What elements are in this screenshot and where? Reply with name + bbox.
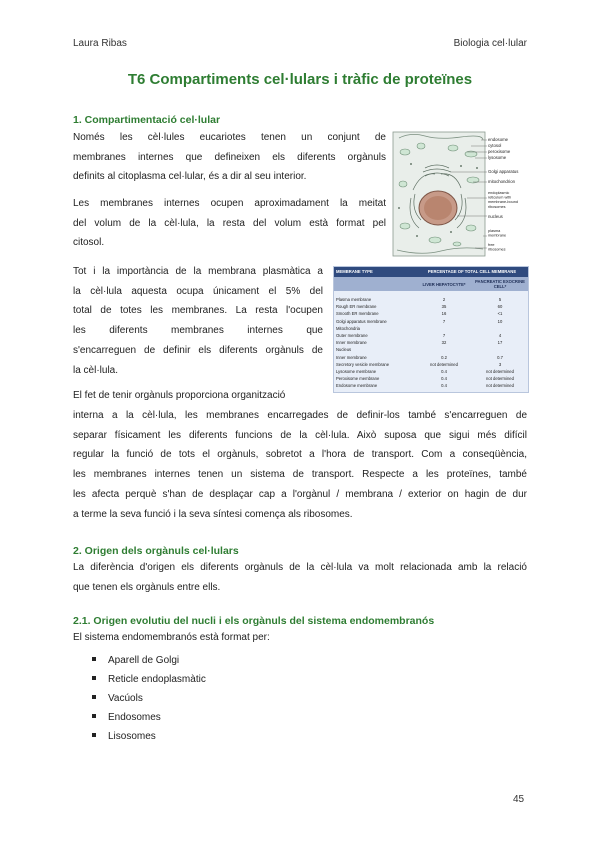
table-cell: 4 [498, 332, 502, 338]
p4-line-5: les afecta perquè s'han de desplaçar cap a l'orgànul / membrana / exterior on hagin de dur [73, 488, 527, 500]
table-cell [472, 346, 528, 353]
table-row [334, 332, 528, 339]
table-cell: 60 [497, 304, 503, 310]
table-cell: not determined [486, 368, 514, 374]
p4-line-4: les membranes internes tenen un sistema de transport. Respecte a les proteïnes, també [73, 469, 527, 481]
p4-line-3: regular la funció de tots el orgànuls, sobretot a l'hora de transport. Com a conseqüència, [73, 449, 527, 461]
table-cell: Peroxisome membrane [336, 376, 380, 382]
table-row [334, 382, 528, 389]
table-cell: 0.4 [441, 376, 447, 382]
p2-line-2: del volum de la cèl·lula, la resta del volum està format pel [73, 217, 386, 229]
table-cell: Smooth ER membrane [336, 311, 379, 317]
table-cell: 10 [497, 318, 503, 324]
label-cytosol: cytosol [488, 143, 502, 148]
table-cell: Mitochondria [336, 325, 360, 331]
table-cell: <1 [497, 311, 503, 317]
table-cell: 7 [442, 318, 446, 324]
table-cell: Nucleus [336, 347, 352, 353]
table-cell: 0.2 [441, 354, 447, 360]
section21-heading: 2.1. Origen evolutiu del nucli i els orgànuls del sistema endomembranós [73, 615, 435, 627]
table-cell: 0.4 [441, 383, 447, 389]
p1-line-1: Només les cèl·lules eucariotes tenen un conjunt de [73, 132, 386, 143]
label-lysosome: lysosome [488, 155, 507, 160]
p4-line-1: interna a la cèl·lula, les membranes encarregades de definir-los també s'encarreguen de [73, 410, 527, 421]
list-item-text: Lisosomes [108, 731, 156, 742]
label-golgi: Golgi apparatus [488, 169, 519, 174]
table-cell: Inner membrane [336, 340, 367, 346]
p4-line-first: El fet de tenir orgànuls proporciona organització [73, 390, 286, 401]
p3-line-6: la cèl·lula. [73, 364, 119, 376]
p2-line-3: citosol. [73, 237, 105, 249]
table-cell: Outer membrane [336, 332, 368, 338]
list-item-text: Vacúols [108, 693, 143, 704]
bullet-icon [92, 733, 96, 737]
p1-line-2: membranes internes que defineixen els diferents orgànuls [73, 151, 386, 163]
header-subject: Biologia cel·lular [453, 38, 527, 49]
table-cell: 32 [441, 340, 447, 346]
table-cell: not determined [430, 361, 458, 367]
table-cell: 7 [442, 332, 446, 338]
p3-line-4: les diferents membranes internes que [73, 325, 323, 337]
p4-line-6: a terme la seva funció i la seva síntesi comença als ribosomes. [73, 508, 353, 520]
list-item-text: Endosomes [108, 712, 161, 723]
label-endosome: endosome [488, 137, 509, 142]
label-plasma-membrane: plasma membrane [488, 229, 507, 238]
table-cell: Lysosome membrane [336, 368, 377, 374]
list-item-text: Reticle endoplasmàtic [108, 674, 206, 685]
table-cell: Plasma membrane [336, 297, 372, 302]
list-item [92, 712, 161, 723]
membrane-table [333, 266, 529, 393]
header-author: Laura Ribas [73, 38, 127, 49]
table-row [334, 325, 528, 332]
label-er: endoplasmic reticulum with membrane-bound ribosomes [488, 191, 518, 209]
bullet-icon [92, 657, 96, 661]
table-cell: Rough ER membrane [336, 304, 377, 310]
table-col-membrane-type: MEMBRANE TYPE [336, 269, 373, 274]
p3-line-3: total de totes les membranes. La resta l'ocupen [73, 305, 323, 317]
label-free-ribosomes: free ribosomes [488, 243, 506, 252]
page-title: T6 Compartiments cel·lulars i tràfic de proteïnes [127, 71, 473, 88]
list-item [92, 674, 206, 685]
section2-paragraph [73, 558, 527, 597]
table-cell: 17 [497, 340, 503, 346]
list-item [92, 731, 156, 742]
p3-line-1: Tot i la importància de la membrana plasmàtica a [73, 266, 323, 277]
p3-line-2: la cèl·lula aquesta ocupa únicament el 5% del [73, 285, 323, 297]
table-header [334, 267, 528, 277]
table-col-liver: LIVER HEPATOCYTE* [422, 281, 466, 287]
table-cell: Inner membrane [336, 354, 367, 360]
bullet-icon [92, 714, 96, 718]
s2-line-2: que tenen els orgànuls entre ells. [73, 581, 221, 593]
paragraph-1 [73, 128, 386, 187]
table-col-pancreatic: PANCREATIC EXOCRINE CELL* [475, 279, 525, 289]
table-row [334, 368, 528, 375]
section2-heading: 2. Origen dels orgànuls cel·lulars [73, 545, 239, 557]
table-cell: 2 [442, 297, 446, 302]
list-item [92, 693, 143, 704]
table-row [334, 339, 528, 346]
table-cell [472, 325, 528, 332]
table-cell: 3 [498, 361, 502, 367]
section1-heading: 1. Compartimentació cel·lular [73, 114, 221, 126]
table-cell: 5 [498, 297, 502, 302]
table-row [334, 346, 528, 353]
p2-line-1: Les membranes internes ocupen aproximadament la meitat [73, 198, 386, 209]
table-row [334, 375, 528, 382]
table-row [334, 354, 528, 361]
table-row [334, 310, 528, 317]
table-cell: 0.4 [441, 368, 447, 374]
cell-diagram [391, 128, 527, 259]
table-cell: 16 [441, 311, 447, 317]
table-row [334, 361, 528, 368]
paragraph-2 [73, 194, 386, 253]
table-cell: not determined [486, 383, 514, 389]
page-number: 45 [513, 794, 525, 805]
paragraph-3 [73, 262, 323, 380]
s2-line-1: La diferència d'origen els diferents orgànuls de la cèl·lula va molt relacionada amb la relació [73, 562, 527, 573]
table-cell: Endosome membrane [336, 383, 378, 389]
p4-line-2: separar físicament les diferents funcions de la cèl·lula. Això suposa que sigui més difícil [73, 429, 527, 441]
list-item [92, 655, 179, 666]
table-cell: 0.7 [497, 354, 503, 360]
table-row [334, 318, 528, 325]
section21-intro: El sistema endomembranós està format per: [73, 632, 270, 643]
cell-diagram-svg [391, 128, 527, 259]
table-row [334, 303, 528, 310]
table-col-group: PERCENTAGE OF TOTAL CELL MEMBRANE [427, 269, 517, 274]
table-cell: Golgi apparatus membrane [336, 318, 387, 324]
table-subheader [334, 277, 528, 291]
bullet-icon [92, 695, 96, 699]
paragraph-4 [73, 406, 527, 524]
table-cell: not determined [486, 376, 514, 382]
table-cell: Secretory vesicle membrane [336, 361, 390, 367]
label-mitochondrion: mitochondrion [488, 179, 515, 184]
list-item-text: Aparell de Golgi [108, 655, 180, 666]
label-nucleus: nucleus [488, 214, 503, 219]
p1-line-3: definits al citoplasma cel·lular, és a dir al seu interior. [73, 171, 307, 183]
table-body [334, 291, 528, 389]
bullet-icon [92, 676, 96, 680]
table-row [334, 296, 528, 303]
table-cell [416, 325, 472, 332]
table-cell [416, 346, 472, 353]
label-peroxisome: peroxisome [488, 149, 511, 154]
p3-line-5: s'encarreguen de definir els diferents orgànuls de [73, 344, 323, 356]
table-cell: 35 [441, 304, 447, 310]
